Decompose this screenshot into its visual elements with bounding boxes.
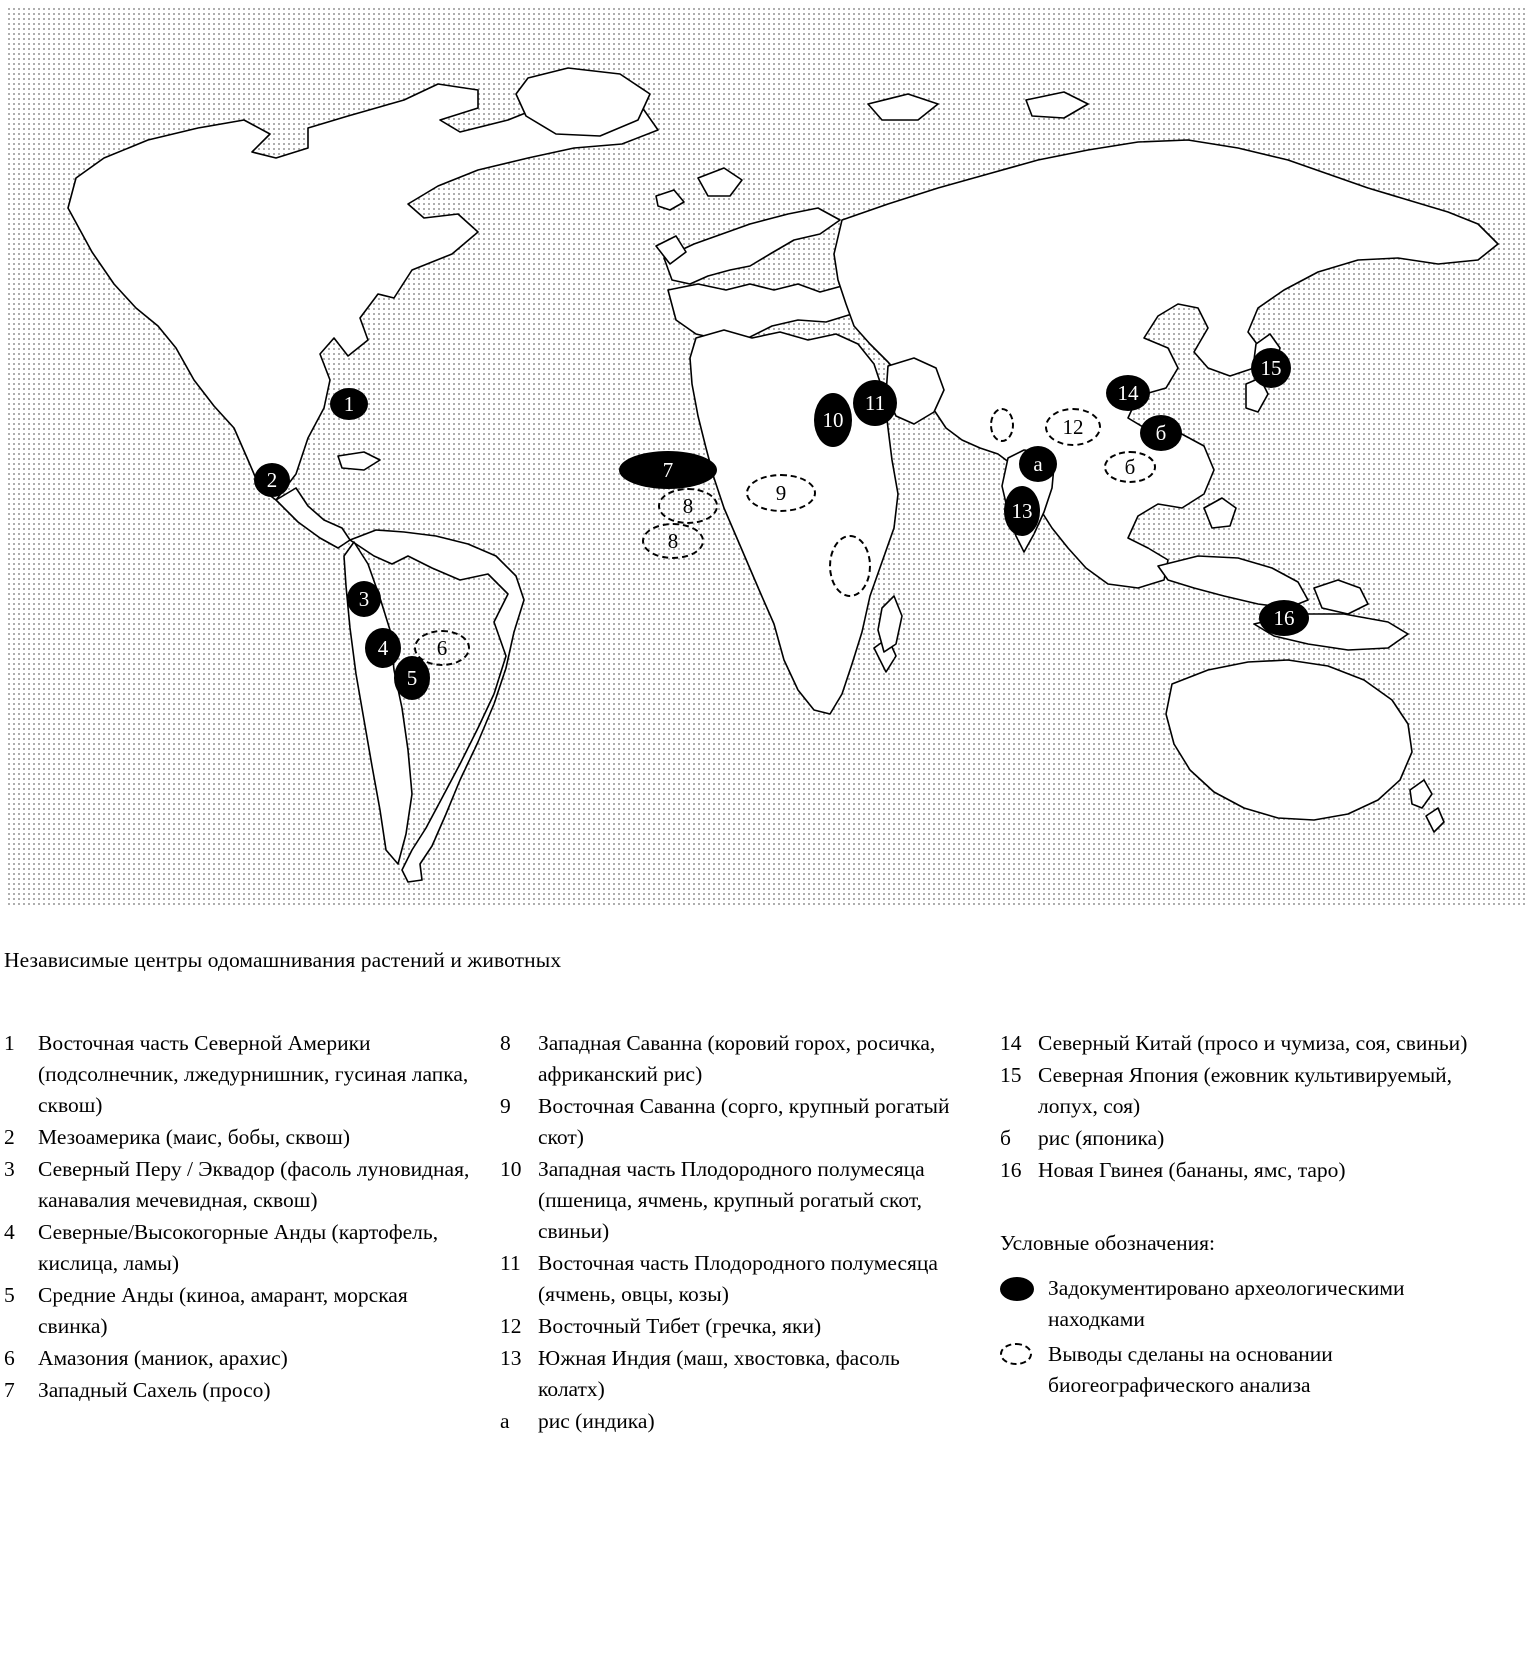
world-map bbox=[0, 8, 1535, 908]
legend-item-text: Восточная часть Плодородного полумесяца (ячмень, овцы, козы) bbox=[538, 1251, 938, 1306]
solid-ellipse-icon bbox=[1000, 1277, 1040, 1304]
legend bbox=[0, 1028, 1535, 1668]
legend-item-number: 13 bbox=[500, 1346, 522, 1370]
map-marker-б bbox=[1104, 451, 1156, 483]
map-marker-6 bbox=[414, 630, 470, 666]
map-marker-8 bbox=[658, 488, 718, 524]
map-marker-label: 8 bbox=[682, 493, 694, 518]
legend-item-text: Восточный Тибет (гречка, яки) bbox=[538, 1314, 822, 1338]
map-marker-11 bbox=[853, 380, 897, 426]
legend-item bbox=[4, 1028, 474, 1121]
legend-item-text: Средние Анды (киноа, амарант, морская свинка) bbox=[38, 1283, 408, 1338]
map-marker-а bbox=[1019, 446, 1057, 482]
legend-item bbox=[1000, 1155, 1500, 1186]
legend-item-text: Южная Индия (маш, хвостовка, фасоль колатх) bbox=[538, 1346, 900, 1401]
map-marker-label: 10 bbox=[822, 407, 844, 432]
legend-item-number: 7 bbox=[4, 1378, 15, 1402]
legend-item-number: 11 bbox=[500, 1251, 521, 1275]
legend-item-number: 16 bbox=[1000, 1158, 1022, 1182]
legend-item-text: Мезоамерика (маис, бобы, сквош) bbox=[38, 1125, 350, 1149]
map-marker-13 bbox=[1004, 486, 1040, 536]
legend-item bbox=[500, 1343, 970, 1405]
key-entry-documented bbox=[1000, 1273, 1500, 1335]
legend-item-number: 10 bbox=[500, 1157, 522, 1181]
legend-item-number: 8 bbox=[500, 1031, 511, 1055]
map-marker-label: 13 bbox=[1011, 498, 1033, 523]
legend-item-text: Западная часть Плодородного полумесяца (пшеница, ячмень, крупный рогатый скот, свиньи) bbox=[538, 1157, 925, 1243]
legend-item-number: 5 bbox=[4, 1283, 15, 1307]
map-marker-label: 11 bbox=[864, 390, 886, 415]
legend-item-text: Северная Япония (ежовник культивируемый, лопух, соя) bbox=[1038, 1063, 1453, 1118]
map-marker-5 bbox=[394, 656, 430, 700]
dashed-ellipse-icon bbox=[1000, 1343, 1040, 1370]
legend-item-text: Западная Саванна (коровий горох, росичка, африканский рис) bbox=[538, 1031, 936, 1086]
map-marker-label: б bbox=[1155, 420, 1167, 445]
legend-item bbox=[4, 1375, 474, 1406]
legend-item-text: Восточная Саванна (сорго, крупный рогатый скот) bbox=[538, 1094, 950, 1149]
legend-item-number: 9 bbox=[500, 1094, 511, 1118]
map-marker-label: 9 bbox=[775, 480, 787, 505]
legend-item-number: 15 bbox=[1000, 1063, 1022, 1087]
map-caption: Независимые центры одомашнивания растений и животных bbox=[4, 948, 562, 972]
key-entry-text: Задокументировано археологическими находками bbox=[1048, 1276, 1405, 1331]
map-marker-9 bbox=[746, 474, 816, 512]
map-marker-label: 12 bbox=[1062, 414, 1084, 439]
legend-item-text: Амазония (маниок, арахис) bbox=[38, 1346, 288, 1370]
legend-item bbox=[1000, 1028, 1500, 1059]
map-marker-16 bbox=[1259, 600, 1309, 636]
map-landmasses bbox=[8, 8, 1527, 908]
map-marker-3 bbox=[347, 581, 381, 617]
legend-item bbox=[500, 1091, 970, 1153]
map-marker-2 bbox=[254, 463, 290, 497]
legend-item-number: 14 bbox=[1000, 1031, 1022, 1055]
legend-column-1 bbox=[4, 1028, 474, 1407]
map-marker-label: 4 bbox=[377, 635, 389, 660]
map-marker-label: 14 bbox=[1117, 380, 1139, 405]
legend-item bbox=[4, 1343, 474, 1374]
key-title: Условные обозначения: bbox=[1000, 1231, 1216, 1255]
key-entry-inferred bbox=[1000, 1339, 1500, 1401]
key-entry-text: Выводы сделаны на основании биогеографического анализа bbox=[1048, 1342, 1333, 1397]
legend-item bbox=[4, 1122, 474, 1153]
map-marker-4 bbox=[365, 628, 401, 668]
legend-item-text: Северные/Высокогорные Анды (картофель, кислица, ламы) bbox=[38, 1220, 439, 1275]
legend-item bbox=[500, 1028, 970, 1090]
map-marker-unlabeled bbox=[990, 408, 1014, 442]
legend-item-text: рис (японика) bbox=[1038, 1126, 1165, 1150]
legend-item-number: б bbox=[1000, 1126, 1011, 1150]
map-marker-label: 7 bbox=[662, 457, 674, 482]
legend-item bbox=[1000, 1123, 1500, 1154]
legend-item-number: 6 bbox=[4, 1346, 15, 1370]
map-marker-label: а bbox=[1033, 451, 1043, 476]
map-marker-label: б bbox=[1124, 454, 1136, 479]
legend-item-number: 2 bbox=[4, 1125, 15, 1149]
map-marker-15 bbox=[1251, 348, 1291, 388]
legend-item-text: Северный Перу / Эквадор (фасоль луновидная, канавалия мечевидная, сквош) bbox=[38, 1157, 470, 1212]
map-marker-8 bbox=[642, 523, 704, 559]
legend-item-text: Западный Сахель (просо) bbox=[38, 1378, 271, 1402]
map-marker-10 bbox=[814, 393, 852, 447]
map-marker-label: 2 bbox=[266, 467, 278, 492]
legend-item bbox=[4, 1217, 474, 1279]
map-marker-14 bbox=[1106, 375, 1150, 411]
legend-item-number: 3 bbox=[4, 1157, 15, 1181]
legend-item bbox=[500, 1154, 970, 1247]
legend-item bbox=[500, 1406, 970, 1437]
legend-item-number: 4 bbox=[4, 1220, 15, 1244]
map-marker-label: 3 bbox=[358, 586, 370, 611]
legend-item-text: рис (индика) bbox=[538, 1409, 655, 1433]
legend-item-text: Новая Гвинея (бананы, ямс, таро) bbox=[1038, 1158, 1346, 1182]
legend-item-number: 1 bbox=[4, 1031, 15, 1055]
legend-item bbox=[1000, 1060, 1500, 1122]
map-marker-7 bbox=[619, 451, 717, 489]
legend-item bbox=[4, 1280, 474, 1342]
legend-column-3 bbox=[1000, 1028, 1500, 1405]
map-marker-label: 1 bbox=[343, 391, 355, 416]
legend-item bbox=[500, 1311, 970, 1342]
legend-column-2 bbox=[500, 1028, 970, 1438]
legend-item bbox=[4, 1154, 474, 1216]
legend-item bbox=[500, 1248, 970, 1310]
legend-item-text: Восточная часть Северной Америки (подсолнечник, лжедурнишник, гусиная лапка, сквош) bbox=[38, 1031, 469, 1117]
map-marker-label: 16 bbox=[1273, 605, 1295, 630]
legend-item-text: Северный Китай (просо и чумиза, соя, свиньи) bbox=[1038, 1031, 1468, 1055]
map-marker-б bbox=[1140, 415, 1182, 451]
map-marker-1 bbox=[330, 388, 368, 420]
map-marker-label: 5 bbox=[406, 665, 418, 690]
map-marker-label: 8 bbox=[667, 528, 679, 553]
map-marker-label: 6 bbox=[436, 635, 448, 660]
map-marker-12 bbox=[1045, 408, 1101, 446]
legend-item-number: а bbox=[500, 1409, 510, 1433]
map-marker-unlabeled bbox=[829, 535, 871, 597]
map-marker-label: 15 bbox=[1260, 355, 1282, 380]
legend-item-number: 12 bbox=[500, 1314, 522, 1338]
